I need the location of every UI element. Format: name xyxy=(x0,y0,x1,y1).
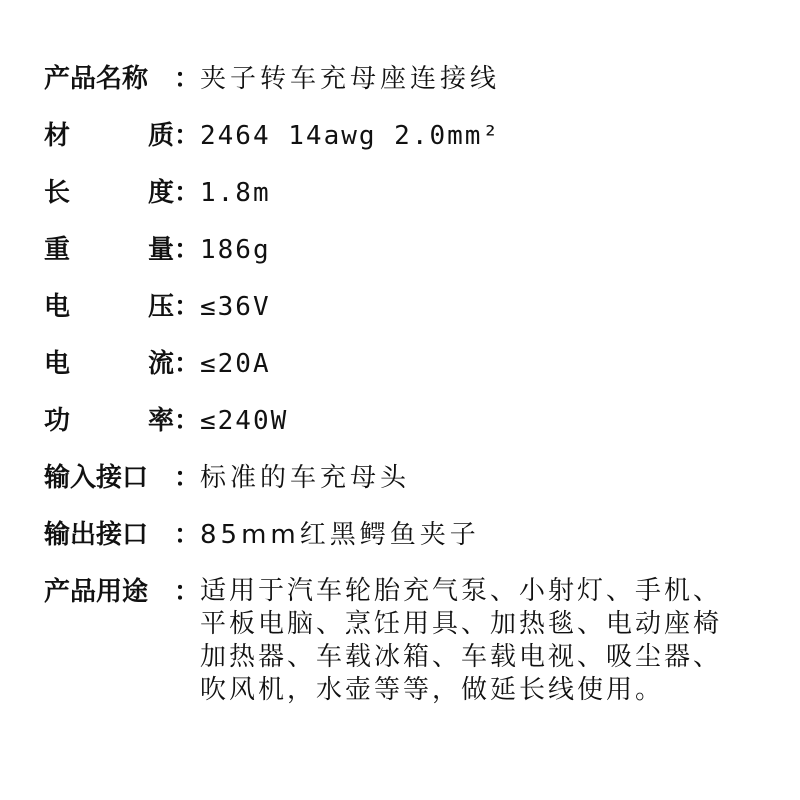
spec-row-material xyxy=(44,119,784,153)
spec-row-input-port xyxy=(44,461,784,495)
spec-row-length xyxy=(44,176,784,210)
spec-label-power xyxy=(44,404,174,438)
spec-sheet xyxy=(44,62,784,730)
spec-value-weight: 186g xyxy=(200,235,271,265)
spec-value-input-port: 标准的车充母头 xyxy=(200,463,411,493)
spec-value-power: ≤240W xyxy=(200,406,289,436)
spec-value-current: ≤20A xyxy=(200,349,271,379)
usage-text-block xyxy=(200,575,722,707)
spec-label-char: 重 xyxy=(44,235,71,265)
usage-line: 吹风机，水壶等等，做延长线使用。 xyxy=(200,675,665,705)
spec-colon: ： xyxy=(174,292,201,322)
spec-row-usage xyxy=(44,575,784,707)
spec-label-char: 长 xyxy=(44,178,71,208)
usage-line: 加热器、车载冰箱、车载电视、吸尘器、 xyxy=(200,642,723,672)
spec-label-weight xyxy=(44,233,174,267)
spec-label-voltage xyxy=(44,290,174,324)
spec-value-length: 1.8m xyxy=(200,178,271,208)
spec-label-char: 压 xyxy=(148,292,175,322)
spec-label-input-port: 输入接口 xyxy=(44,463,149,493)
spec-row-voltage xyxy=(44,290,784,324)
spec-label-char: 质 xyxy=(148,121,175,151)
spec-row-output-port xyxy=(44,518,784,552)
spec-colon: ： xyxy=(174,406,201,436)
spec-colon: ： xyxy=(174,349,201,379)
spec-label-char: 率 xyxy=(148,406,175,436)
spec-label-char: 量 xyxy=(148,235,175,265)
spec-label-output-port: 输出接口 xyxy=(44,520,149,550)
spec-row-weight xyxy=(44,233,784,267)
spec-colon: ： xyxy=(174,520,201,550)
spec-colon: ： xyxy=(174,121,201,151)
spec-value-material: 2464 14awg 2.0mm² xyxy=(200,121,501,151)
spec-label-char: 电 xyxy=(44,292,71,322)
spec-colon: ： xyxy=(174,577,201,607)
usage-line: 适用于汽车轮胎充气泵、小射灯、手机、 xyxy=(200,576,723,606)
spec-value-voltage: ≤36V xyxy=(200,292,271,322)
spec-value-product-name: 夹子转车充母座连接线 xyxy=(200,64,501,94)
spec-label-char: 电 xyxy=(44,349,71,379)
spec-label-current xyxy=(44,347,174,381)
spec-colon: ： xyxy=(174,235,201,265)
spec-row-current xyxy=(44,347,784,381)
spec-label-char: 度 xyxy=(148,178,175,208)
spec-label-product-name: 产品名称 xyxy=(44,64,149,94)
spec-label-length xyxy=(44,176,174,210)
spec-row-product-name xyxy=(44,62,784,96)
spec-value-output-port: 85mm红黑鳄鱼夹子 xyxy=(200,520,480,550)
spec-colon: ： xyxy=(174,178,201,208)
spec-label-usage: 产品用途 xyxy=(44,577,149,607)
spec-label-char: 功 xyxy=(44,406,71,436)
spec-label-material xyxy=(44,119,174,153)
spec-colon: ： xyxy=(174,64,201,94)
usage-line: 平板电脑、烹饪用具、加热毯、电动座椅 xyxy=(200,609,723,639)
spec-label-char: 流 xyxy=(148,349,175,379)
spec-label-char: 材 xyxy=(44,121,71,151)
spec-row-power xyxy=(44,404,784,438)
spec-colon: ： xyxy=(174,463,201,493)
